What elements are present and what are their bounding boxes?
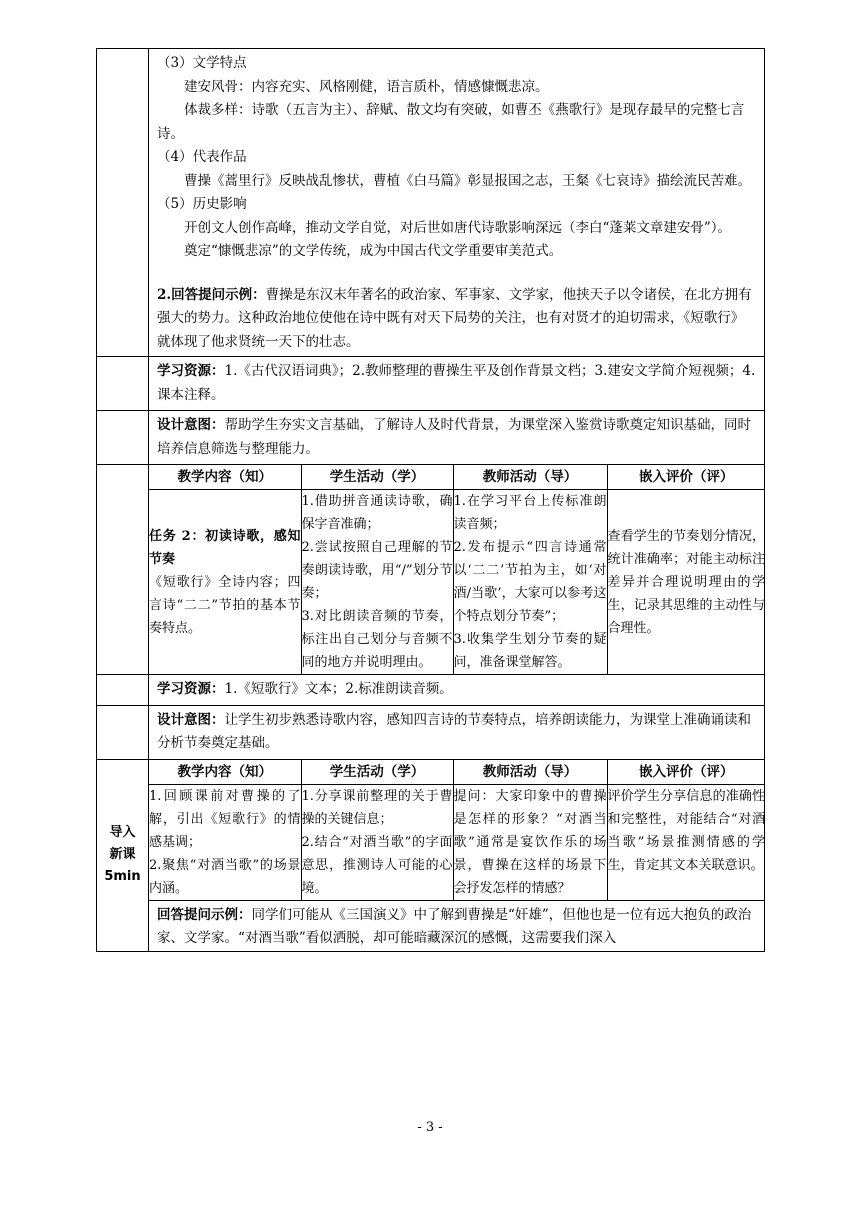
task2-student-item: 2.尝试按照自己理解的节奏朗读诗歌，用“/”划分节奏；: [301, 540, 453, 601]
task2-content: 《短歌行》全诗内容；四言诗“二二”节拍的基本节奏特点。: [149, 574, 301, 636]
lit-paragraph-2: 体裁多样：诗歌（五言为主）、辞赋、散文均有突破，如曹丕《燕歌行》是现存最早的完整七言诗。: [157, 102, 745, 142]
task2-student-item: 3.对比朗读音频的节奏，标注出自己划分与音频不同的地方并说明理由。: [301, 609, 453, 670]
answer-example: [157, 284, 756, 355]
task2-resources-row: [149, 675, 765, 706]
influence-paragraph-1: 开创文人创作高峰，推动文学自觉，对后世如唐代诗歌影响深远（李白“蓬莱文章建安骨”）。: [184, 219, 732, 236]
task2-section: [149, 465, 765, 675]
design-text: 帮助学生夯实文言基础，了解诗人及时代背景，为课堂深入鉴赏诗歌奠定知识基础，同时培养信息筛选与整理能力。: [157, 417, 751, 457]
intro-eval-cell: [607, 784, 765, 900]
task2-eval: 查看学生的节奏划分情况，统计准确率；对能主动标注差异并合理说明理由的学生，记录其思维的主动性与合理性。: [607, 528, 765, 636]
task2-resources-text: 1.《短歌行》文本；2.标准朗读音频。: [224, 681, 453, 697]
intro-answer-label: 回答提问示例：: [157, 906, 252, 923]
task2-resources-label: 学习资源：: [157, 681, 225, 697]
answer-text: 曹操是东汉末年著名的政治家、军事家、文学家，他挟天子以令诸侯，在北方拥有强大的势力。这种政治地位使他在诗中既有对天下局势的关注，也有对贤才的迫切需求，《短歌行》就体现了他求贤统一天下的壮志。: [157, 286, 752, 350]
influence-paragraph-2: 奠定“慷慨悲凉”的文学传统，成为中国古代文学重要审美范式。: [184, 243, 563, 259]
task2-teacher-cell: [453, 490, 607, 675]
header-teacher: 教师活动（导）: [453, 465, 607, 490]
resources-row: [149, 357, 765, 411]
task2-table: [149, 465, 765, 674]
works-heading: （4）代表作品: [157, 149, 247, 165]
header-eval: 嵌入评价（评）: [607, 760, 765, 785]
lesson-plan-table: [96, 48, 765, 952]
intro-answer-text: 同学们可能从《三国演义》中了解到曹操是“奸雄”，但他也是一位有远大抱负的政治家、文学家。“对酒当歌”看似洒脱，却可能暗藏深沉的感慨，这需要我们深入: [157, 906, 752, 946]
intro-answer-row: [149, 900, 765, 951]
stage-cell-empty: [97, 49, 149, 357]
stage-intro-line2: 新课: [109, 847, 136, 862]
design-label: 设计意图：: [157, 417, 225, 433]
task2-content-cell: [149, 490, 301, 675]
task2-eval-cell: [607, 490, 765, 675]
task2-student-cell: [301, 490, 453, 675]
intro-student-item: 2.结合“对酒当歌”的字面意思，推测诗人可能的心境。: [301, 834, 453, 896]
header-content: 教学内容（知）: [149, 760, 301, 785]
design-intent-row: [149, 411, 765, 465]
intro-content-item: 1.回顾课前对曹操的了解，引出《短歌行》的情感基调；: [149, 788, 301, 850]
answer-label: 2.回答提问示例：: [157, 286, 266, 303]
intro-teacher-cell: [453, 784, 607, 900]
task2-teacher-item: 1.在学习平台上传标准朗读音频；: [453, 494, 607, 532]
intro-content-item: 2.聚焦“对酒当歌”的场景内涵。: [149, 857, 301, 896]
intro-student-cell: [301, 784, 453, 900]
stage-cell-empty: [97, 357, 149, 411]
stage-intro: [97, 759, 149, 951]
stage-intro-line3: 5min: [104, 869, 141, 884]
influence-heading: （5）历史影响: [157, 196, 247, 212]
page-number: - 3 -: [417, 1120, 443, 1135]
header-content: 教学内容（知）: [149, 465, 301, 490]
intro-teacher: 提问：大家印象中的曹操是怎样的形象？“对酒当歌”通常是宴饮作乐的场景，曹操在这样的场景下会抒发怎样的情感？: [453, 788, 607, 896]
task2-design-label: 设计意图：: [157, 711, 225, 728]
resources-label: 学习资源：: [157, 363, 225, 379]
intro-content-cell: [149, 784, 301, 900]
header-teacher: 教师活动（导）: [453, 760, 607, 785]
intro-student-item: 1.分享课前整理的关于曹操的关键信息；: [301, 788, 453, 827]
stage-cell-empty: [97, 705, 149, 759]
task2-design-row: [149, 705, 765, 759]
task2-teacher-item: 3.收集学生划分节奏的疑问，准备课堂解答。: [453, 632, 607, 670]
header-student: 学生活动（学）: [301, 465, 453, 490]
resources-text: 1.《古代汉语词典》；2.教师整理的曹操生平及创作背景文档；3.建安文学简介短视频；4.课本注释。: [157, 363, 756, 403]
intro-table: [149, 760, 765, 951]
intro-section: [149, 759, 765, 951]
header-eval: 嵌入评价（评）: [607, 465, 765, 490]
task2-design-text: 让学生初步熟悉诗歌内容，感知四言诗的节奏特点，培养朗读能力，为课堂上准确诵读和分析节奏奠定基础。: [157, 711, 751, 751]
stage-cell-empty: [97, 411, 149, 465]
works-paragraph: 曹操《蒿里行》反映战乱惨状，曹植《白马篇》彰显报国之志，王粲《七哀诗》描绘流民苦难。: [184, 172, 751, 189]
task2-title: 任务 2：初读诗歌，感知节奏: [149, 528, 301, 567]
lit-heading: （3）文学特点: [157, 55, 247, 71]
lit-paragraph-1: 建安风骨：内容充实、风格刚健，语言质朴，情感慷慨悲凉。: [184, 78, 549, 95]
stage-intro-line1: 导入: [109, 825, 136, 840]
background-section: [149, 49, 765, 357]
intro-eval: 评价学生分享信息的准确性和完整性，对能结合“对酒当歌”场景推测情感的学生，肯定其文本关联意识。: [607, 788, 765, 873]
task2-student-item: 1.借助拼音通读诗歌，确保字音准确；: [301, 494, 453, 532]
header-student: 学生活动（学）: [301, 760, 453, 785]
task2-teacher-item: 2.发布提示“四言诗通常以‘二二’节拍为主，如‘对酒/当歌’，大家可以参考这个特点划分节奏”；: [453, 540, 607, 624]
stage-cell-empty: [97, 675, 149, 706]
stage-cell-empty: [97, 465, 149, 675]
